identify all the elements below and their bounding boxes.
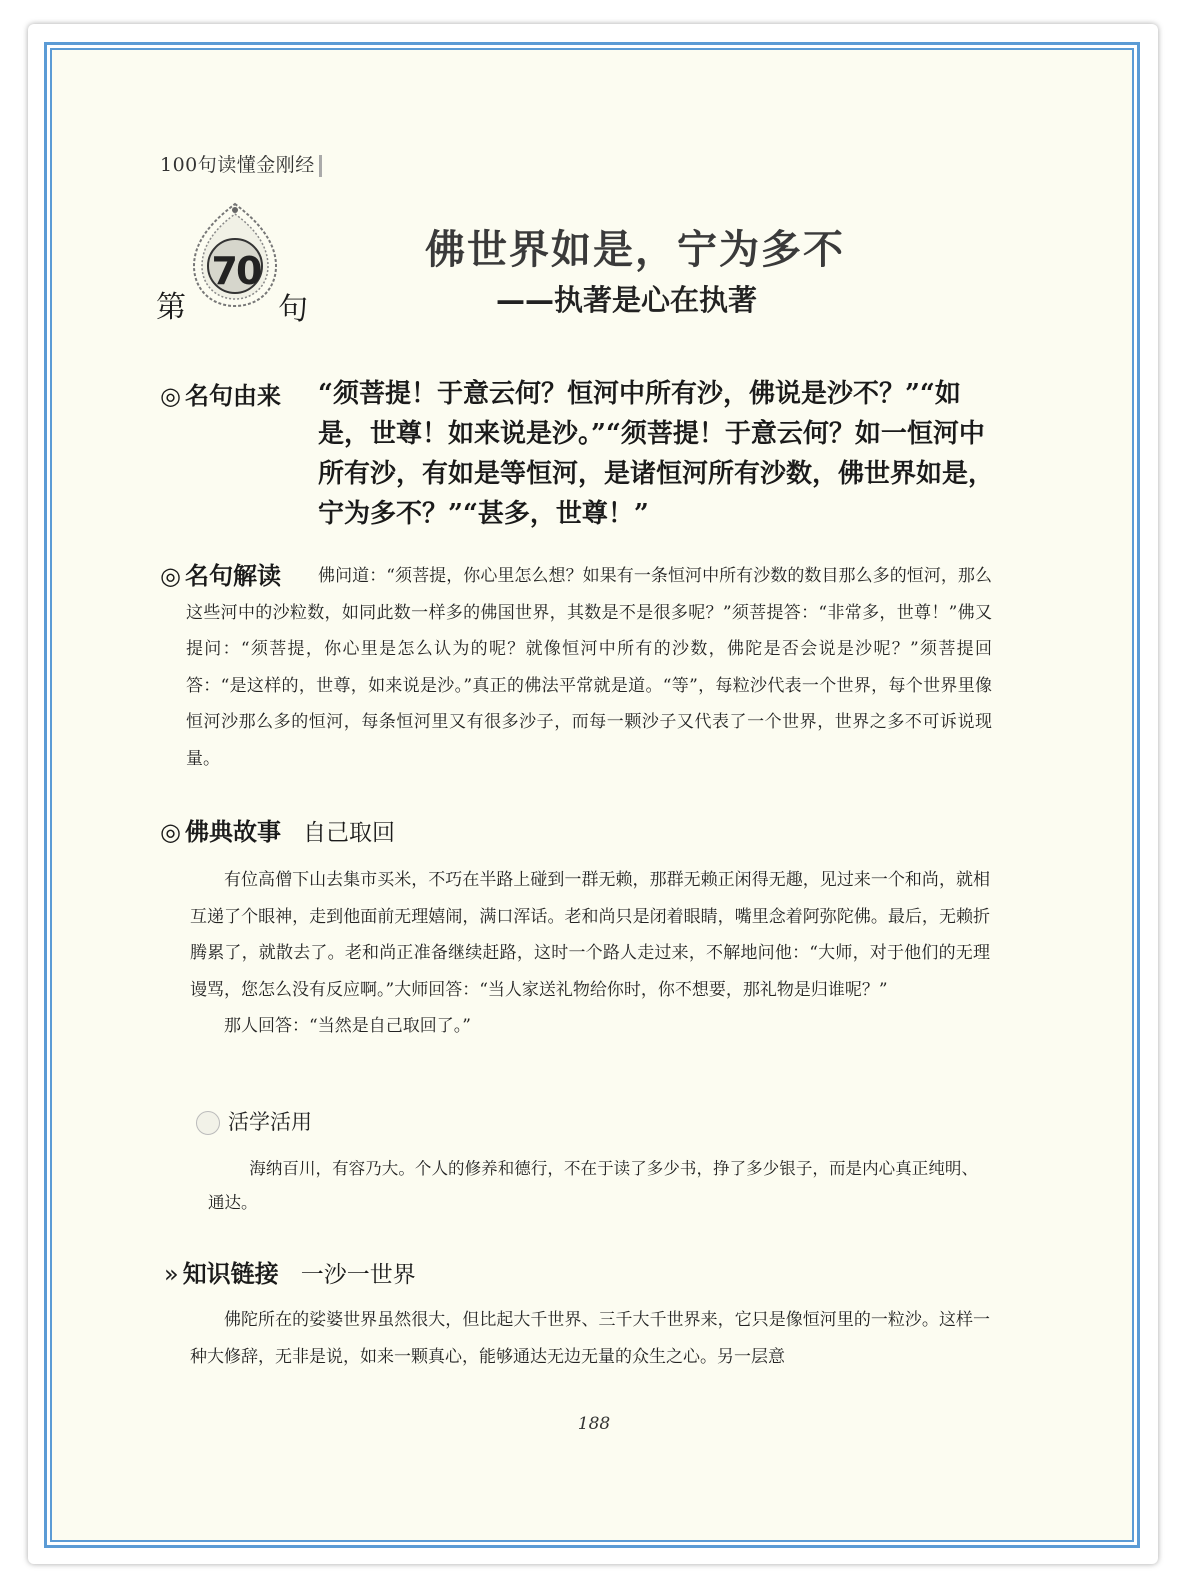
chapter-subtitle: ——执著是心在执著: [496, 283, 758, 317]
bullseye-icon: ◎: [160, 562, 181, 590]
page-number: 188: [577, 1414, 611, 1434]
bullseye-icon: ◎: [160, 818, 181, 846]
interpretation-text: [186, 558, 992, 777]
story-heading-text: 佛典故事: [184, 818, 281, 846]
chapter-title: 佛世界如是，宁为多不: [425, 227, 845, 273]
running-head-text: 100句读懂金刚经: [160, 154, 315, 176]
apply-heading: [196, 1106, 312, 1136]
apply-heading-text: 活学活用: [228, 1110, 312, 1134]
story-paragraph: 那人回答：“当然是自己取回了。”: [224, 1016, 471, 1036]
interpretation-heading-text: 名句解读: [184, 562, 281, 590]
double-chevron-icon: »: [164, 1260, 179, 1288]
origin-quote: “须菩提！于意云何？恒河中所有沙，佛说是沙不？”“如是，世尊！如来说是沙。”“须菩提！于意云何？如一恒河中所有沙，有如是等恒河，是诸恒河所有沙数，佛世界如是，宁为多不？”“甚多，世尊！”: [318, 379, 995, 529]
running-head: [160, 150, 322, 177]
origin-heading-text: 名句由来: [184, 382, 281, 410]
circle-icon: [196, 1111, 220, 1135]
ordinal-suffix: 句: [278, 292, 308, 327]
ordinal-number: 70: [211, 249, 261, 293]
ordinal-prefix: 第: [156, 290, 186, 325]
interpretation-body: 佛问道：“须菩提，你心里怎么想？如果有一条恒河中所有沙数的数目那么多的恒河，那么这些河中的沙粒数，如同此数一样多的佛国世界，其数是不是很多呢？”须菩提答：“非常多，世尊！”佛又提问：“须菩提，你心里是怎么认为的呢？就像恒河中所有的沙数，佛陀是否会说是沙呢？”须菩提回答：“是这样的，世尊，如来说是沙。”真正的佛法平常就是道。“等”，每粒沙代表一个世界，每个世界里像恒河沙那么多的恒河，每条恒河里又有很多沙子，而每一颗沙子又代表了一个世界，世界之多不可诉说现量。: [186, 566, 992, 769]
knowledge-heading-text: 知识链接: [182, 1260, 279, 1288]
story-subheading: 自己取回: [302, 820, 395, 846]
knowledge-subheading: 一沙一世界: [300, 1262, 416, 1288]
knowledge-text: 佛陀所在的娑婆世界虽然很大，但比起大千世界、三千大千世界来，它只是像恒河里的一粒沙。这样一种大修辞，无非是说，如来一颗真心，能够通达无边无量的众生之心。另一层意: [190, 1310, 990, 1367]
bullseye-icon: ◎: [160, 382, 181, 410]
origin-heading: [160, 376, 281, 411]
knowledge-heading: [164, 1254, 416, 1289]
story-paragraph: 有位高僧下山去集市买米，不巧在半路上碰到一群无赖，那群无赖正闲得无趣，见过来一个和尚，就相互递了个眼神，走到他面前无理嬉闹，满口浑话。老和尚只是闭着眼睛，嘴里念着阿弥陀佛。最后，无赖折腾累了，就散去了。老和尚正准备继续赶路，这时一个路人走过来，不解地问他：“大师，对于他们的无理谩骂，您怎么没有反应啊。”大师回答：“当人家送礼物给你时，你不想要，那礼物是归谁呢？”: [190, 870, 990, 1000]
story-text: [190, 862, 990, 1045]
story-heading: [160, 812, 395, 847]
apply-text: 海纳百川，有容乃大。个人的修养和德行，不在于读了多少书，挣了多少银子，而是内心真正纯明、通达。: [208, 1159, 978, 1212]
running-head-tick: [319, 155, 322, 177]
